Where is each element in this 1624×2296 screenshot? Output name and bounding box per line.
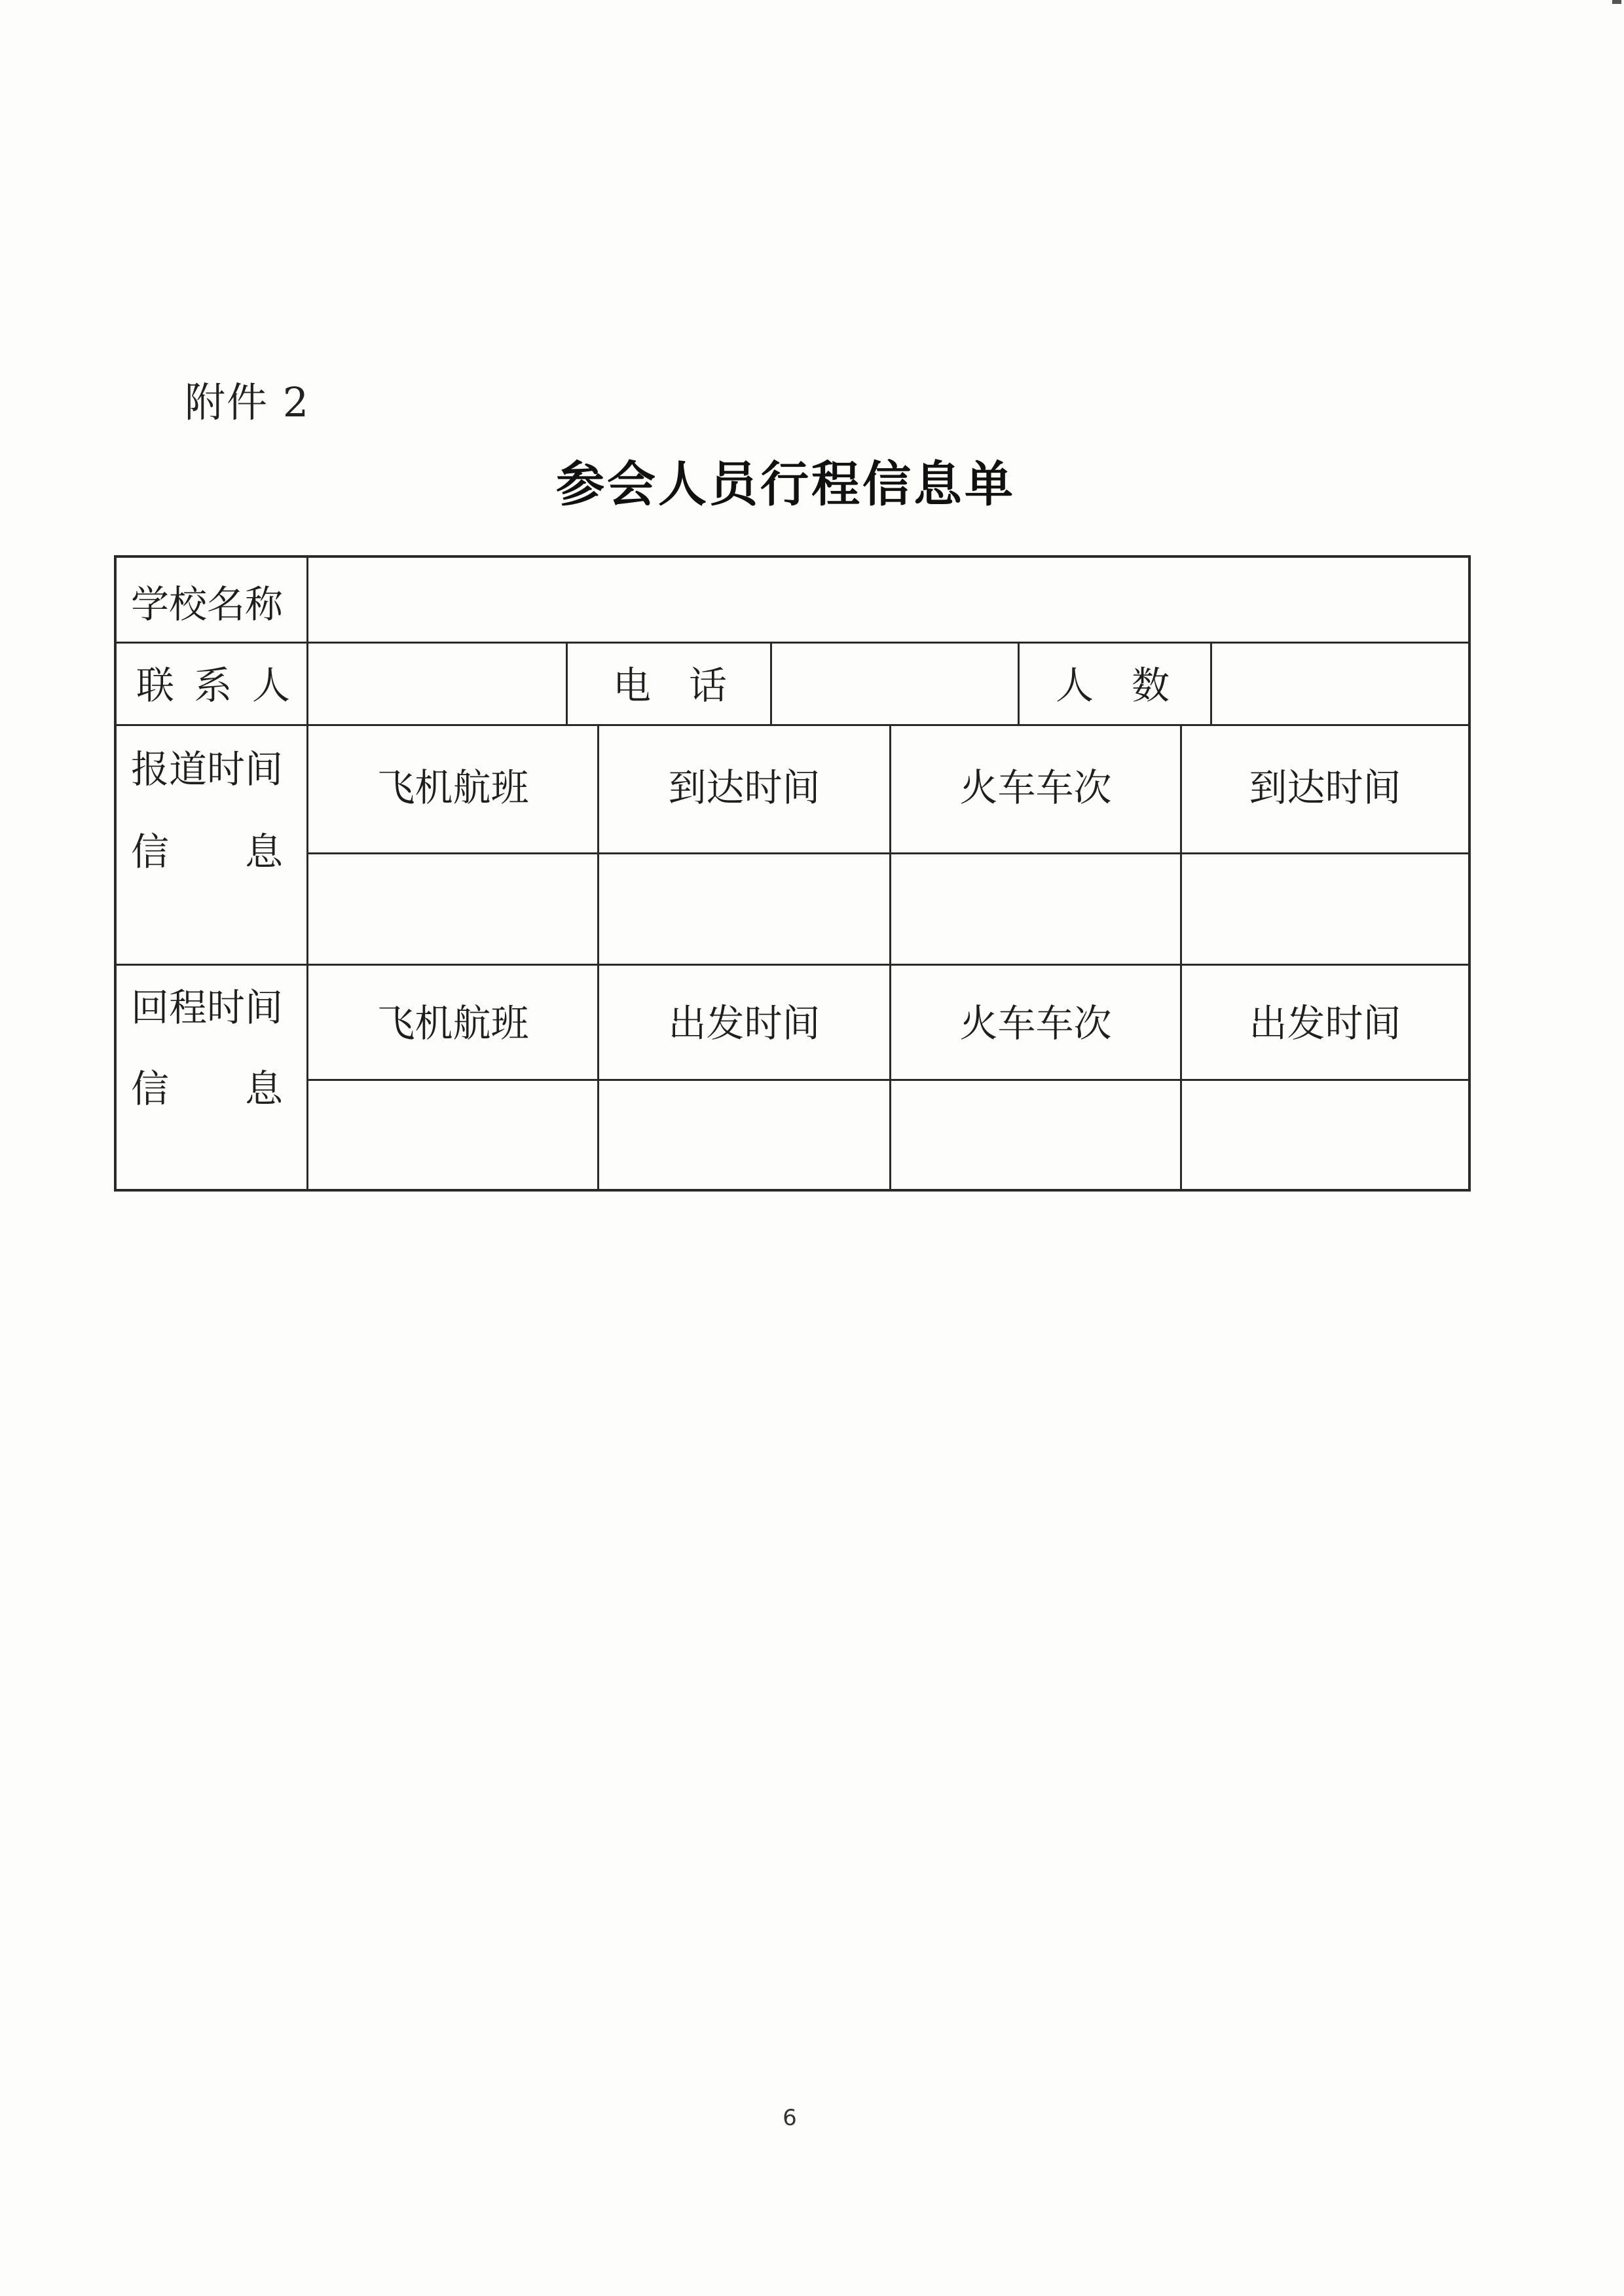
arrival-row-label-line2: 信 息 [131,829,284,874]
scan-corner-mark [1612,0,1621,4]
arrival-time-field-2[interactable] [1184,856,1466,961]
row-divider-arrival [117,964,1468,966]
return-row-label-line2: 信 息 [131,1066,284,1111]
phone-field[interactable] [777,644,1012,721]
arrival-flight-field[interactable] [310,856,595,961]
school-name-field[interactable] [313,562,1466,639]
return-row-label-line1: 回程时间 [131,985,284,1030]
page-number: 6 [783,2105,797,2131]
col-divider-contact-3 [1018,642,1020,724]
arrival-time-field[interactable] [601,856,887,961]
arrival-col-train: 火车车次 [959,765,1112,810]
contact-label: 联 系 人 [136,663,294,708]
col-divider-contact-2 [770,642,772,724]
arrival-col-arrival-time-2: 到达时间 [1249,765,1401,810]
arrival-row-label-line1: 报道时间 [131,747,284,792]
return-col-departure-time-2: 出发时间 [1249,1001,1401,1046]
itinerary-form-table [114,555,1471,1192]
return-flight-field[interactable] [310,1083,595,1185]
return-time-field[interactable] [601,1083,887,1185]
arrival-col-arrival-time: 到达时间 [668,765,821,810]
contact-field[interactable] [313,644,562,721]
return-col-departure-time: 出发时间 [668,1001,821,1046]
col-divider-contact-1 [566,642,568,724]
col-divider-contact-4 [1210,642,1212,724]
row-divider-contact [117,724,1468,726]
headcount-field[interactable] [1217,644,1466,721]
col-divider-label [306,558,308,1189]
arrival-col-flight: 飞机航班 [377,765,529,810]
row-divider-arrival-header [306,852,1468,854]
return-col-train: 火车车次 [959,1001,1112,1046]
arrival-train-field[interactable] [893,856,1177,961]
row-divider-school [117,642,1468,644]
attachment-label: 附件 2 [185,378,310,426]
school-name-label: 学校名称 [131,582,284,627]
headcount-label: 人 数 [1056,663,1170,708]
return-col-flight: 飞机航班 [377,1001,529,1046]
page-title: 参会人员行程信息单 [556,456,1016,513]
return-train-field[interactable] [893,1083,1177,1185]
row-divider-return-header [306,1079,1468,1081]
return-time-field-2[interactable] [1184,1083,1466,1185]
phone-label: 电 话 [613,663,728,708]
